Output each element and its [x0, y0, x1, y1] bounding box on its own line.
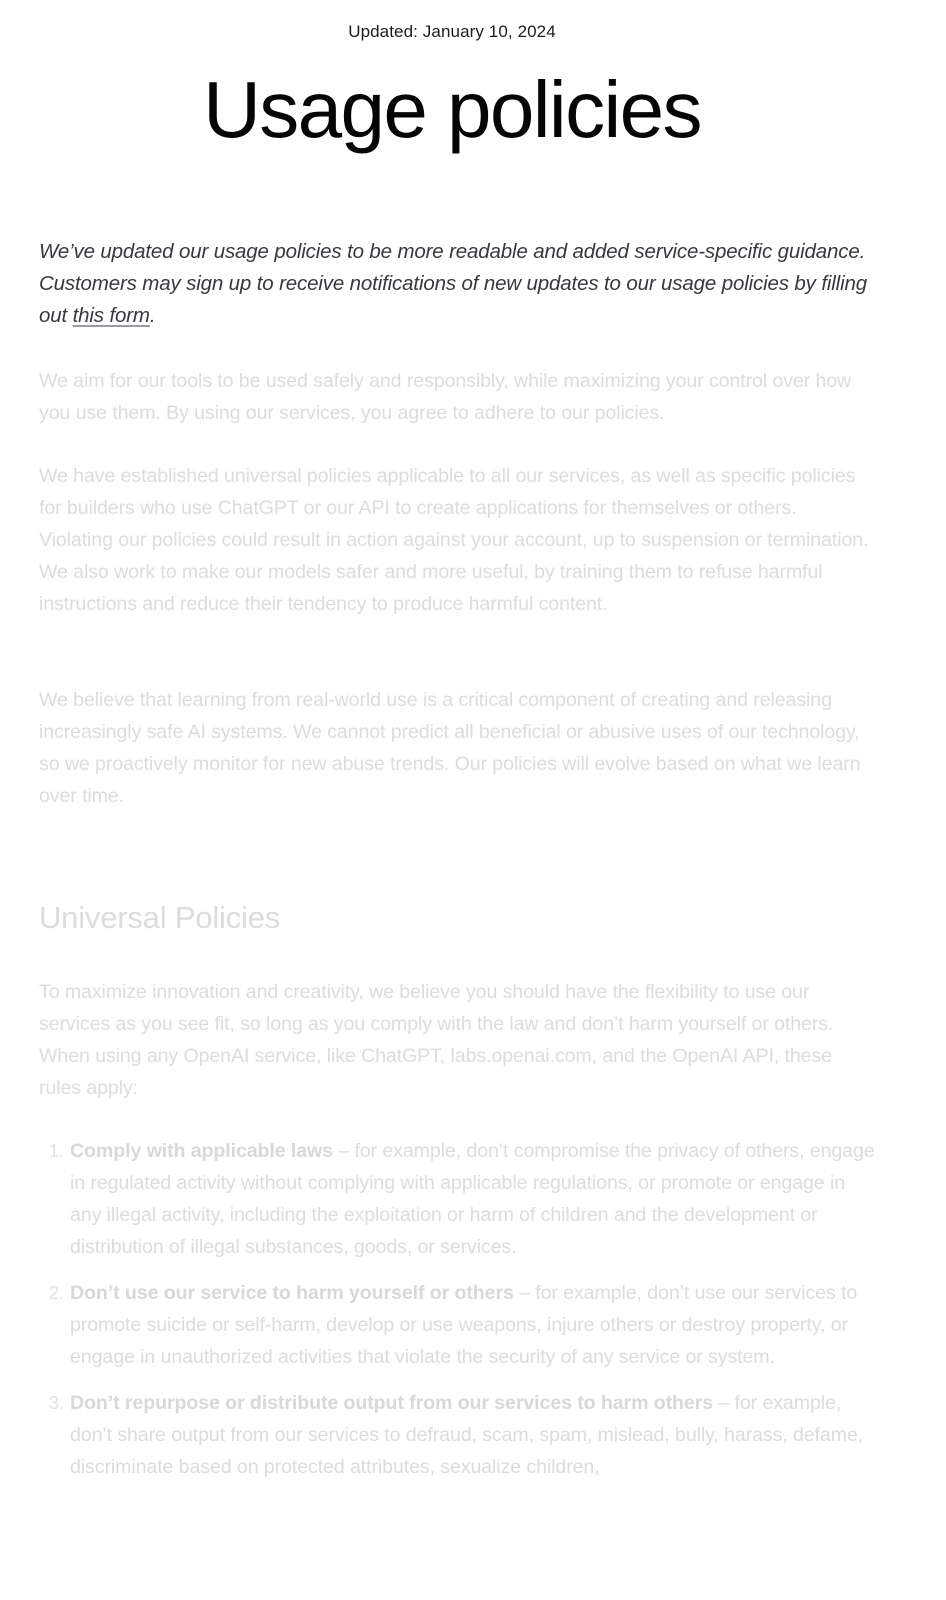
list-item-number: 3. [49, 1393, 64, 1413]
universal-policies-heading: Universal Policies [39, 900, 281, 935]
list-item-number: 2. [49, 1283, 64, 1303]
signup-form-link[interactable]: this form [72, 304, 150, 327]
list-item [39, 1135, 879, 1263]
rule-text: – for example, don’t compromise the privacy of others, engage in regulated activity without complying with applicable regulations, or promote or engage in any illegal activity, including the exploitation or harm of children and the development or distribution of illegal substances, goods, or services. [70, 1140, 875, 1258]
updated-date: Updated: January 10, 2024 [348, 22, 556, 41]
list-item [39, 1387, 879, 1483]
intro-notice [39, 236, 869, 332]
universal-rules-list [39, 1135, 879, 1483]
intro-text: We’ve updated our usage policies to be more readable and added service-specific guidance. Customers may sign up to receive notifications of new updates to our usage policies by filling out [39, 240, 867, 327]
rule-text: – for example, don’t use our services to promote suicide or self-harm, develop or use weapons, injure others or destroy property, or engage in unauthorized activities that violate the security of any service or system. [70, 1282, 858, 1368]
intro-text-end: . [149, 304, 156, 327]
paragraph-established-policies: We have established universal policies applicable to all our services, as well as specific policies for builders who use ChatGPT or our API to create applications for themselves or others. Violating our policies could result in action against your account, up to suspension or termination. We also work to make our models safer and more useful, by training them to refuse harmful instructions and reduce their tendency to produce harmful content. [39, 465, 869, 615]
list-item-number: 1. [49, 1141, 64, 1161]
rule-lead: Don’t use our service to harm yourself or others [70, 1282, 514, 1304]
list-item [39, 1277, 879, 1373]
universal-policies-intro: To maximize innovation and creativity, we believe you should have the flexibility to use our services as you see fit, so long as you comply with the law and don’t harm yourself or others. When using any OpenAI service, like ChatGPT, labs.openai.com, and the OpenAI API, these rules apply: [39, 981, 834, 1099]
paragraph-real-world-learning: We believe that learning from real-world use is a critical component of creating and releasing increasingly safe AI systems. We cannot predict all beneficial or abusive uses of our technology, so we proactively monitor for new abuse trends. Our policies will evolve based on what we learn over time. [39, 689, 861, 807]
rule-lead: Comply with applicable laws [70, 1140, 333, 1162]
rule-lead: Don’t repurpose or distribute output from our services to harm others [70, 1392, 714, 1414]
page-title: Usage policies [203, 65, 701, 154]
paragraph-aim: We aim for our tools to be used safely and responsibly, while maximizing your control over how you use them. By using our services, you agree to adhere to our policies. [39, 370, 852, 424]
rule-text: – for example, don’t share output from our services to defraud, scam, spam, mislead, bully, harass, defame, discriminate based on protected attributes, sexualize children, [70, 1392, 864, 1478]
